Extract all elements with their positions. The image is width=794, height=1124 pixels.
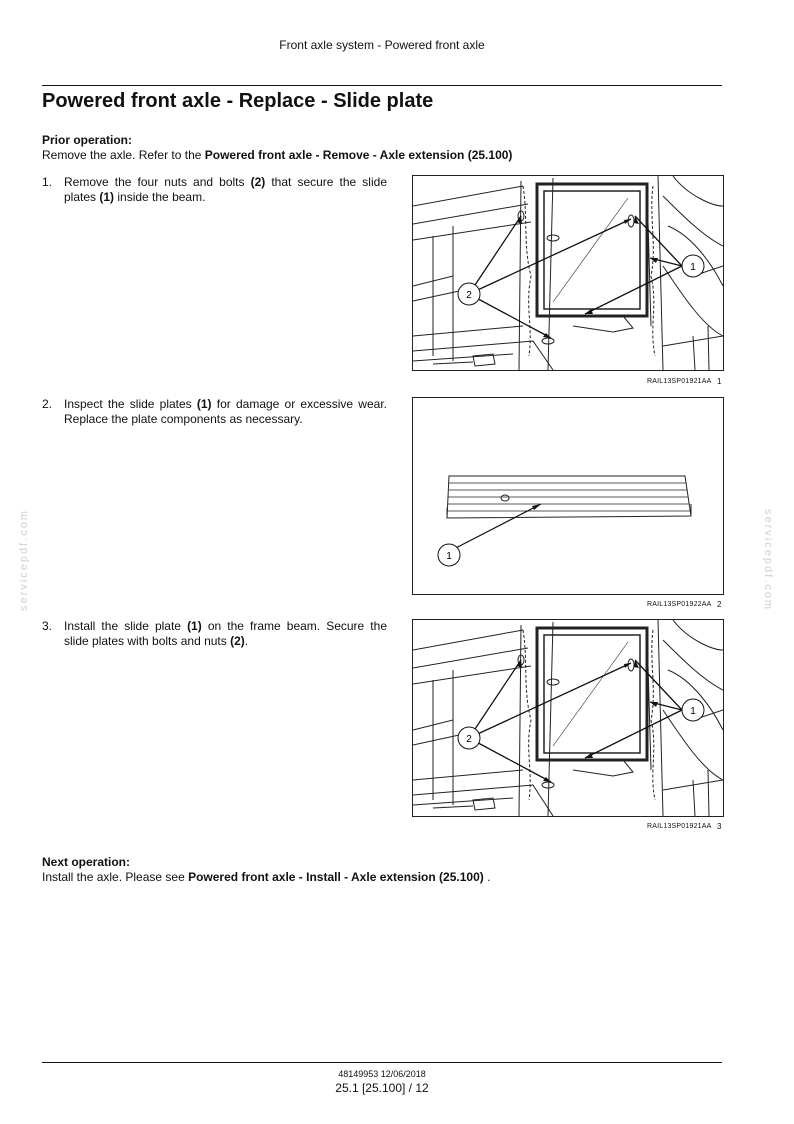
- callout-label: 1: [690, 706, 696, 717]
- figure-2: [412, 397, 724, 595]
- callout-label: 2: [466, 734, 472, 745]
- header-rule: [42, 85, 722, 86]
- step-ref: (2): [230, 634, 245, 648]
- figure-1: [412, 175, 724, 371]
- slide-plate-illustration: [413, 398, 723, 594]
- step-1: [42, 175, 387, 205]
- step-number: 1.: [42, 175, 53, 189]
- beam-slide-plate-illustration: [413, 620, 723, 816]
- footer-rule: [42, 1062, 722, 1063]
- step-3: [42, 619, 387, 649]
- step-text: inside the beam.: [114, 190, 206, 204]
- page-header: Front axle system - Powered front axle: [279, 38, 485, 52]
- step-ref: (1): [187, 619, 202, 633]
- next-operation-ref[interactable]: Powered front axle - Install - Axle extension (25.100): [188, 870, 484, 884]
- next-operation: [42, 855, 490, 885]
- step-text: .: [244, 634, 249, 648]
- figure-code: RAIL13SP01921AA: [647, 823, 712, 830]
- step-text: Inspect the slide plates: [64, 397, 197, 411]
- prior-operation-ref[interactable]: Powered front axle - Remove - Axle extension (25.100): [204, 148, 513, 162]
- step-text: for damage or excessive wear. Replace the plate components as necessary.: [64, 397, 387, 426]
- step-number: 3.: [42, 619, 53, 633]
- figure-code: RAIL13SP01922AA: [647, 601, 712, 608]
- watermark-left: servicepdf.com: [18, 509, 30, 611]
- next-operation-text: Install the axle. Please see: [42, 870, 189, 884]
- step-text: Remove the four nuts and bolts: [64, 175, 251, 189]
- step-ref: (1): [196, 397, 212, 411]
- next-operation-tail: .: [483, 870, 491, 884]
- step-text: on the frame beam. Secure the slide plates with bolts and nuts: [64, 619, 387, 648]
- figure-number: 2: [717, 600, 722, 609]
- prior-operation: [42, 133, 512, 163]
- footer-page-number: 25.1 [25.100] / 12: [335, 1081, 429, 1095]
- step-text: that secure the slide plates: [64, 175, 387, 204]
- callout-label: 2: [466, 290, 472, 301]
- figure-3: [412, 619, 724, 817]
- prior-operation-label: Prior operation:: [42, 133, 133, 147]
- watermark-right: servicepdf.com: [762, 509, 774, 611]
- page-title: Powered front axle - Replace - Slide plate: [42, 90, 434, 112]
- step-ref: (2): [250, 175, 266, 189]
- callout-label: 1: [446, 551, 452, 562]
- footer-doc-id: 48149953 12/06/2018: [338, 1069, 426, 1079]
- figure-code: RAIL13SP01921AA: [647, 378, 712, 385]
- step-ref: (1): [99, 190, 115, 204]
- beam-slide-plate-illustration: [413, 176, 723, 370]
- callout-label: 1: [690, 262, 696, 273]
- next-operation-label: Next operation:: [42, 855, 131, 869]
- figure-number: 3: [717, 822, 722, 831]
- step-2: [42, 397, 387, 427]
- figure-number: 1: [717, 377, 722, 386]
- step-number: 2.: [42, 397, 53, 411]
- step-text: Install the slide plate: [64, 619, 188, 633]
- prior-operation-text: Remove the axle. Refer to the: [42, 148, 205, 162]
